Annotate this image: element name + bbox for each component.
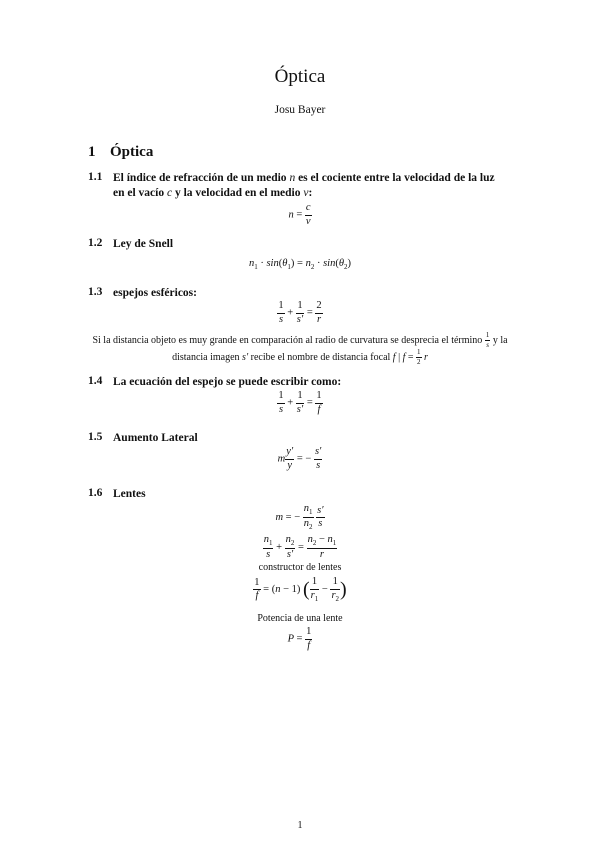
- equation-lens-magnification: m = − $\frac{n_1}{n_2}$ $\frac{s'}{s}$: [275, 503, 324, 532]
- subsection-number-1-3: 1.3: [88, 286, 103, 298]
- subsection-number-1-6: 1.6: [88, 487, 103, 499]
- section-number: 1: [88, 144, 96, 160]
- subsection-number-1-4: 1.4: [88, 375, 103, 387]
- document-author: Josu Bayer: [274, 104, 326, 116]
- note-focal-distance: Si la distancia objeto es muy grande en comparación al radio de curvatura se desprecia el término $\frac{1}{s}$ y la distancia imagen s′ recibe el nombre de distancia focal f | f = $\frac{1}{2}$ r: [92, 331, 508, 366]
- equation-lens-power: P = $\frac{1}{f}$: [287, 626, 312, 651]
- subsection-title-1-4: La ecuación del espejo se puede escribir como:: [113, 376, 342, 388]
- document-title: Óptica: [274, 66, 326, 87]
- equation-lateral-magnification: m $\frac{y'}{y}$ = − $\frac{s'}{s}$: [277, 446, 322, 471]
- subsection-title-1-1: El índice de refracción de un medio n es el cociente entre la velocidad de la luz en el vacío c y la velocidad en el medio v:: [113, 172, 495, 199]
- subsection-number-1-5: 1.5: [88, 431, 103, 443]
- subsection-title-1-2: Ley de Snell: [113, 238, 174, 250]
- subsection-number-1-2: 1.2: [88, 237, 103, 249]
- equation-lens-maker: $\frac{1}{f}$ = (n − 1) ( $\frac{1}{r_1}$ − $\frac{1}{r_2}$ ): [254, 576, 347, 603]
- equation-refractive-index: n = $\frac{c}{v}$: [288, 202, 311, 227]
- subsection-title-1-3: espejos esféricos:: [113, 287, 197, 299]
- label-lens-power: Potencia de una lente: [257, 613, 343, 624]
- label-lens-maker: constructor de lentes: [258, 562, 342, 573]
- equation-spherical-mirror: $\frac{1}{s}$ + $\frac{1}{s'}$ = $\frac{2}{r}$: [278, 300, 322, 325]
- subsection-number-1-1: 1.1: [88, 171, 103, 183]
- equation-snell: $n_1 \cdot \sin(\theta_1) = n_2 \cdot \sin(\theta_2)$: [248, 258, 352, 272]
- page-number: 1: [297, 820, 303, 831]
- section-title: Óptica: [110, 144, 154, 160]
- equation-refraction-surface: $\frac{n_1}{s}$ + $\frac{n_2}{s'}$ = $\frac{n_2 - n_1}{r}$: [263, 534, 337, 561]
- subsection-title-1-6: Lentes: [113, 488, 146, 500]
- subsection-title-1-5: Aumento Lateral: [113, 432, 198, 444]
- equation-mirror: $\frac{1}{s}$ + $\frac{1}{s'}$ = $\frac{1}{f}$: [278, 390, 322, 415]
